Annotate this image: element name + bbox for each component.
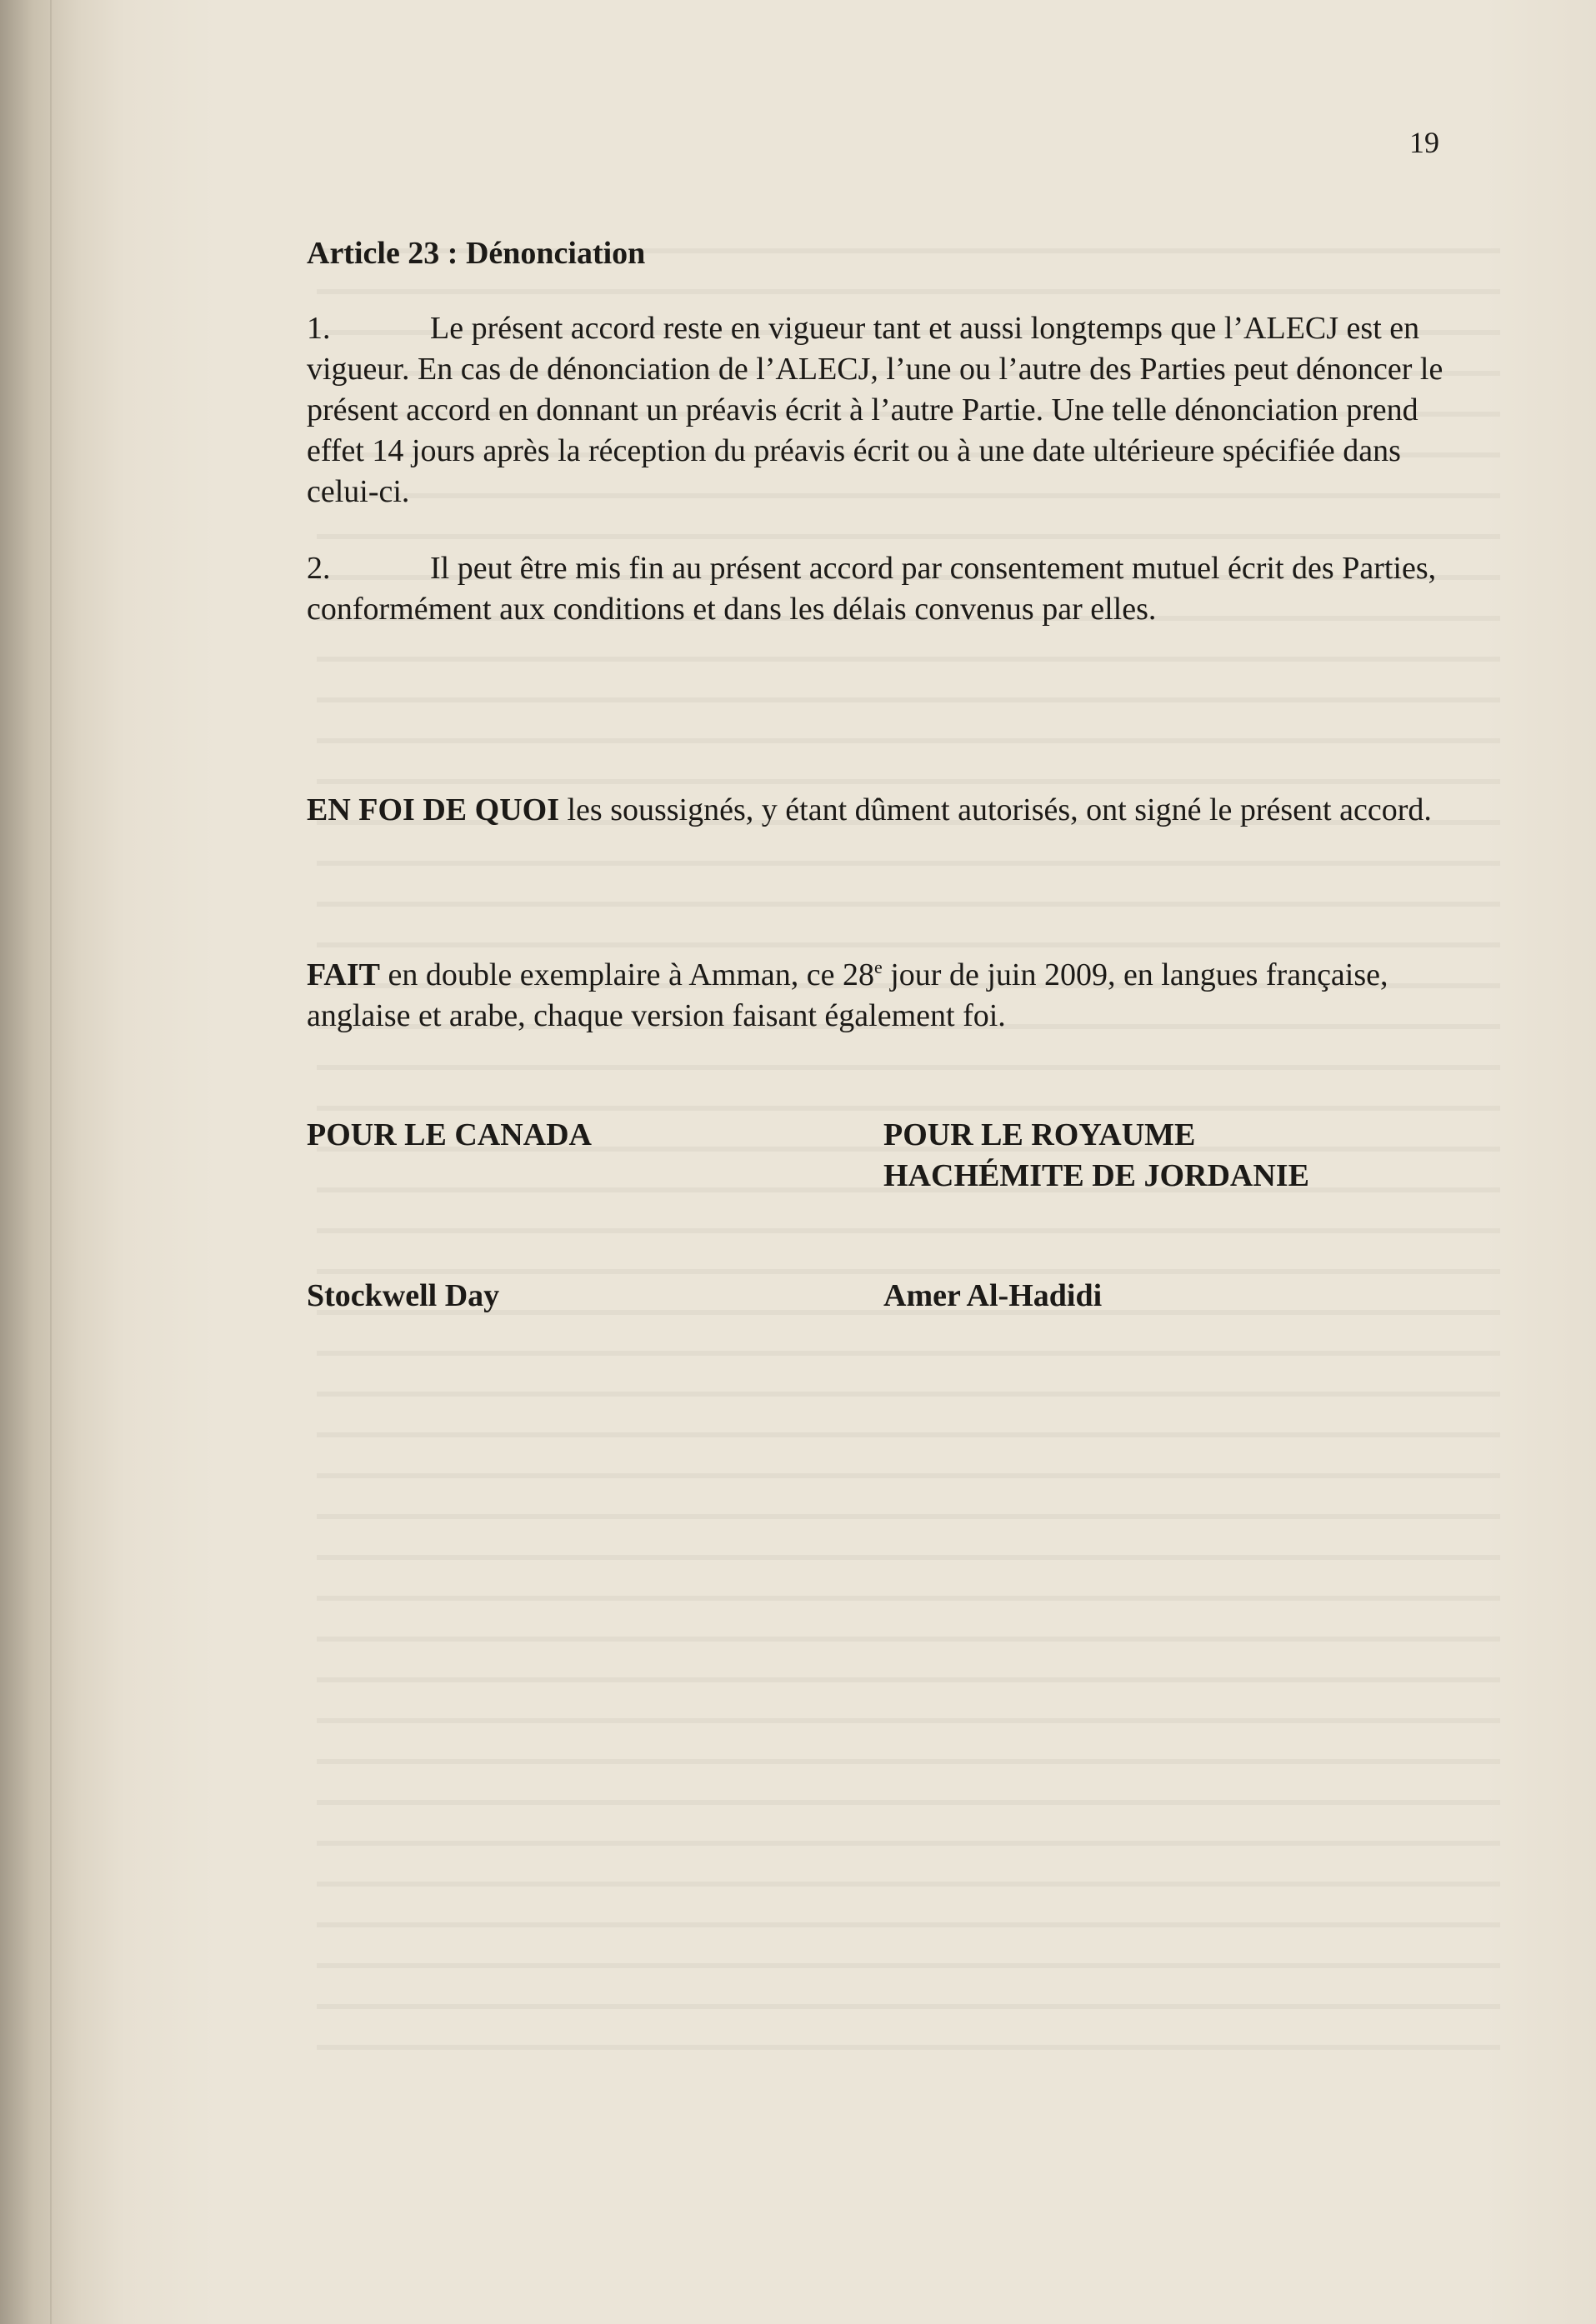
paragraph-1-number: 1. (307, 311, 331, 346)
done-clause-superscript: e (873, 957, 883, 977)
paragraph-1 (307, 308, 1457, 512)
article-heading: Article 23 : Dénonciation (307, 236, 646, 271)
paragraph-1-text: Le présent accord reste en vigueur tant et aussi longtemps que l’ALECJ est en vigueur. En cas de dénonciation de l’ALECJ, l’une ou l’autre des Parties peut dénoncer le présent accord en donnant un préavis écrit à l’autre Partie. Une telle dénonciation prend effet 14 jours après la réception du préavis écrit ou à une date ultérieure spécifiée dans celui-ci. (307, 311, 1443, 509)
binding-gutter (50, 0, 52, 2324)
signatory-jordan-line-1: POUR LE ROYAUME (883, 1117, 1196, 1152)
signatory-jordan-line-2: HACHÉMITE DE JORDANIE (883, 1158, 1309, 1193)
done-clause-text-before: en double exemplaire à Amman, ce 28 (379, 957, 874, 992)
witness-clause-text: les soussignés, y étant dûment autorisés, ont signé le présent accord. (558, 792, 1432, 827)
signer-name-jordan: Amer Al-Hadidi (883, 1278, 1103, 1313)
paragraph-2-number: 2. (307, 551, 331, 586)
signatory-canada: POUR LE CANADA (307, 1117, 592, 1152)
signer-name-canada: Stockwell Day (307, 1278, 500, 1313)
done-clause-text-after: jour de juin 2009, en langues française, anglaise et arabe, chaque version faisant également foi. (307, 957, 1388, 1033)
page-number: 19 (1409, 126, 1439, 159)
done-clause-lead: FAIT (307, 957, 380, 992)
witness-clause (307, 790, 1457, 831)
paragraph-2-text: Il peut être mis fin au présent accord par consentement mutuel écrit des Parties, conformément aux conditions et dans les délais convenus par elles. (307, 551, 1437, 627)
done-clause (307, 955, 1457, 1037)
paragraph-2 (307, 548, 1457, 630)
witness-clause-lead: EN FOI DE QUOI (307, 792, 559, 827)
signatory-jordan (883, 1115, 1309, 1197)
